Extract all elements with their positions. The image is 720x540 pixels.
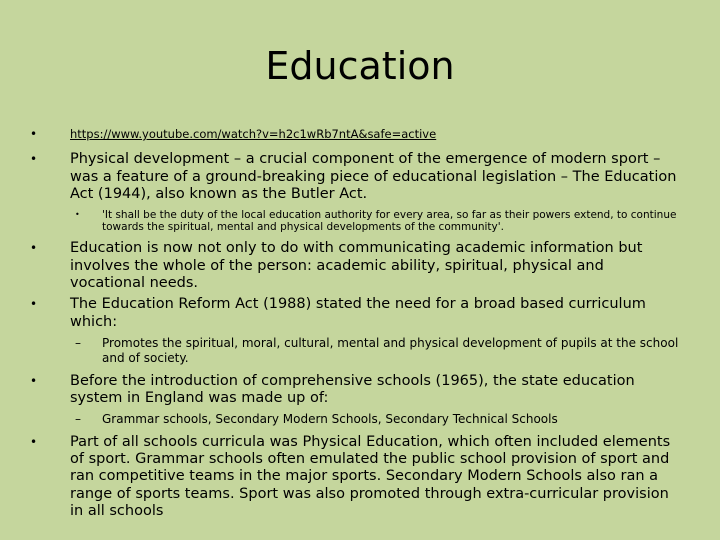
bullet-text: The Education Reform Act (1988) stated the need for a broad based curriculum which: (70, 296, 646, 330)
bullet-text: Physical development – a crucial component of the emergence of modern sport – was a feature of a ground-breaking piece of educational legislation – The Education Act (1944), also known as the Butler Act. (70, 151, 677, 203)
subbullet-promotes (30, 336, 680, 366)
subbullet-butler-quote (30, 209, 680, 235)
bullet-text: Part of all schools curricula was Physical Education, which often included elements of sport. Grammar schools often emulated the public school provision of sport and ran competitive teams in the major sports. Secondary Modern Schools also ran a range of sports teams. Sport was also promoted through extra-curricular provision in all schools (70, 433, 671, 520)
bullet-youtube-link (30, 126, 680, 143)
bullet-whole-person (30, 240, 680, 292)
subbullet-marker: • (75, 209, 80, 219)
subbullet-marker: – (75, 336, 81, 351)
bullet-physical-education (30, 434, 680, 521)
subbullet-text: Grammar schools, Secondary Modern Schools, Secondary Technical Schools (102, 412, 558, 427)
bullet-physical-development (30, 151, 680, 203)
bullet-marker: • (30, 434, 38, 449)
bullet-text: Education is now not only to do with communicating academic information but involves the whole of the person: academic ability, spiritual, physical and vocational needs. (70, 240, 643, 292)
bullet-reform-act (30, 296, 680, 331)
bullet-marker: • (30, 297, 38, 312)
bullet-marker: • (30, 152, 38, 167)
bullet-text: Before the introduction of comprehensive schools (1965), the state education system in England was made up of: (70, 372, 635, 407)
bullet-marker: • (30, 241, 38, 256)
subbullet-marker: – (75, 412, 81, 427)
subbullet-school-types (30, 412, 680, 427)
youtube-link[interactable]: https://www.youtube.com/watch?v=h2c1wRb7ntA&safe=active (70, 127, 437, 141)
bullet-comprehensive (30, 373, 680, 408)
subbullet-text: 'It shall be the duty of the local education authority for every area, so far as their powers extend, to continue towards the spiritual, mental and physical developments of the community'. (102, 208, 677, 234)
slide-title: Education (265, 44, 455, 88)
bullet-marker: • (30, 127, 38, 141)
bullet-marker: • (30, 373, 38, 388)
slide-content (30, 126, 680, 521)
subbullet-text: Promotes the spiritual, moral, cultural, mental and physical development of pupils at the school and of society. (102, 336, 679, 366)
